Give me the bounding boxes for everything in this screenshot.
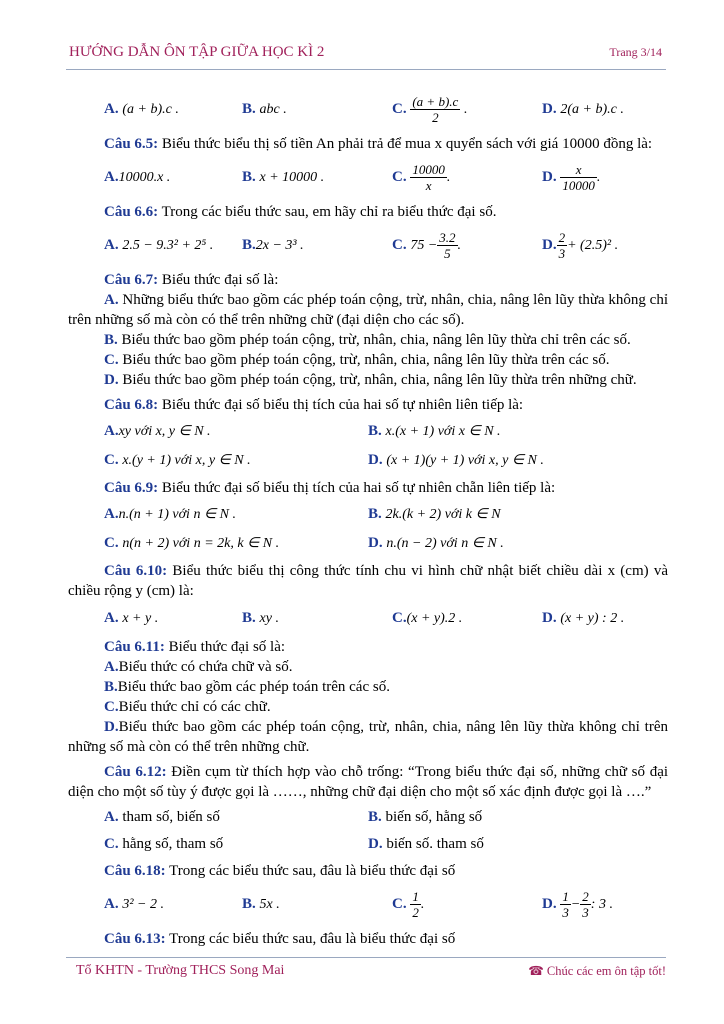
option-b: B. x + 10000 . — [242, 168, 325, 185]
option-a: A. 2.5 − 9.3² + 2⁵ . — [104, 236, 214, 253]
option-a: A.xy với x, y ∈ N . — [104, 422, 211, 439]
option-a: A. Những biểu thức bao gồm các phép toán cộng, trừ, nhân, chia, nâng lên lũy thừa không chỉ trên những số mà còn có thể trên những chữ (đại diện cho các số). — [68, 292, 669, 328]
option-a: A. 3² − 2 . — [104, 895, 164, 912]
option-d: D. $\frac{1}{3}$ − $\frac{2}{3}$ : 3 . — [542, 888, 613, 920]
option-c: C. 75 − $\frac{3.2}{5}$ . — [392, 229, 462, 261]
option-d: D. $\frac{2}{3}$ + (2.5)² . — [542, 229, 619, 261]
question-6-13: Câu 6.13: Trong các biểu thức sau, đâu là biểu thức đại số — [104, 931, 456, 947]
question-6-12: Câu 6.12: Điền cụm từ thích hợp vào chỗ trống: “Trong biểu thức đại số, những chữ số đại diện cho một số tùy ý được gọi là ……, những chữ đại diện cho một số xác định được gọi là ….” — [68, 764, 669, 800]
option-c: C. x.(y + 1) với x, y ∈ N . — [104, 451, 251, 468]
header-divider — [66, 69, 666, 70]
q66-options — [68, 225, 668, 265]
question-6-10: Câu 6.10: Biểu thức biểu thị công thức tính chu vi hình chữ nhật biết chiều dài x (cm) và chiều rộng y (cm) là: — [68, 563, 669, 599]
option-d: D. 2(a + b).c . — [542, 100, 624, 117]
option-b: B.2x − 3³ . — [242, 236, 304, 253]
option-c: C. n(n + 2) với n = 2k, k ∈ N . — [104, 534, 280, 551]
q612-options-cd — [68, 832, 668, 856]
option-a: A.Biểu thức có chứa chữ và số. — [104, 659, 293, 675]
document-body — [68, 86, 668, 949]
page-number: Trang 3/14 — [609, 45, 662, 59]
question-6-5: Câu 6.5: Biểu thức biểu thị số tiền An phải trả để mua x quyển sách với giá 10000 đồng là: — [104, 136, 653, 152]
option-d: D. (x + 1)(y + 1) với x, y ∈ N . — [368, 451, 544, 468]
question-6-8: Câu 6.8: Biểu thức đại số biểu thị tích của hai số tự nhiên liên tiếp là: — [104, 397, 524, 413]
option-c: C. $\frac{10000}{x}$ . — [392, 161, 451, 193]
footer-divider — [66, 957, 666, 958]
option-d: D. (x + y) : 2 . — [542, 609, 625, 626]
q618-options — [68, 884, 668, 924]
option-a: A.n.(n + 1) với n ∈ N . — [104, 505, 236, 522]
option-d: D. Biểu thức bao gồm phép toán cộng, trừ, nhân, chia, nâng lên lũy thừa trên những chữ. — [104, 372, 637, 388]
option-c: C.(x + y).2 . — [392, 609, 463, 626]
option-d: D. biến số. tham số — [368, 835, 484, 852]
option-a: A. x + y . — [104, 609, 159, 626]
q65-options — [68, 157, 668, 197]
option-a: A. tham số, biến số — [104, 808, 220, 825]
option-a: A. (a + b).c . — [104, 100, 179, 117]
option-c: C. Biểu thức bao gồm phép toán cộng, trừ, nhân, chia, nâng lên lũy thừa trên các số. — [104, 352, 610, 368]
question-6-9: Câu 6.9: Biểu thức đại số biểu thị tích của hai số tự nhiên chẵn liên tiếp là: — [104, 480, 556, 496]
option-b: B. 5x . — [242, 895, 280, 912]
option-b: B. biến số, hằng số — [368, 808, 483, 825]
question-6-6: Câu 6.6: Trong các biểu thức sau, em hãy chỉ ra biểu thức đại số. — [104, 204, 497, 220]
q69-options-ab — [68, 501, 668, 527]
question-6-18: Câu 6.18: Trong các biểu thức sau, đâu là biểu thức đại số — [104, 863, 456, 879]
q-prev-options — [68, 89, 668, 129]
q68-options-ab — [68, 418, 668, 444]
q612-options-ab — [68, 805, 668, 829]
option-c: C.Biểu thức chỉ có các chữ. — [104, 699, 271, 715]
q68-options-cd — [68, 447, 668, 473]
option-b: B. Biểu thức bao gồm phép toán cộng, trừ, nhân, chia, nâng lên lũy thừa chỉ trên các số. — [104, 332, 631, 348]
option-b: B. x.(x + 1) với x ∈ N . — [368, 422, 501, 439]
option-d: D. n.(n − 2) với n ∈ N . — [368, 534, 504, 551]
q69-options-cd — [68, 530, 668, 556]
option-d: D. $\frac{x}{10000}$ . — [542, 161, 601, 193]
option-a: A.10000.x . — [104, 168, 171, 185]
header-title: HƯỚNG DẪN ÔN TẬP GIỮA HỌC KÌ 2 — [69, 44, 325, 60]
footer-school: Tổ KHTN - Trường THCS Song Mai — [76, 963, 285, 978]
q610-options — [68, 604, 668, 632]
option-b: B.Biểu thức bao gồm các phép toán trên các số. — [104, 679, 390, 695]
option-c: C. $\frac{1}{2}$ . — [392, 888, 425, 920]
option-c: C. hằng số, tham số — [104, 835, 224, 852]
option-b: B. 2k.(k + 2) với k ∈ N — [368, 505, 501, 522]
question-6-7: Câu 6.7: Biểu thức đại số là: — [104, 272, 279, 288]
option-b: B. xy . — [242, 609, 279, 626]
option-d: D.Biểu thức bao gồm các phép toán cộng, trừ, nhân, chia, nâng lên lũy thừa không chỉ trên những số mà còn có thể trên những chữ. — [68, 719, 668, 755]
question-6-11: Câu 6.11: Biểu thức đại số là: — [104, 639, 286, 655]
option-b: B. abc . — [242, 100, 287, 117]
option-c: C. $\frac{(a + b).c}{2}$ . — [392, 93, 468, 125]
footer-message: ☎ Chúc các em ôn tập tốt! — [528, 964, 666, 978]
